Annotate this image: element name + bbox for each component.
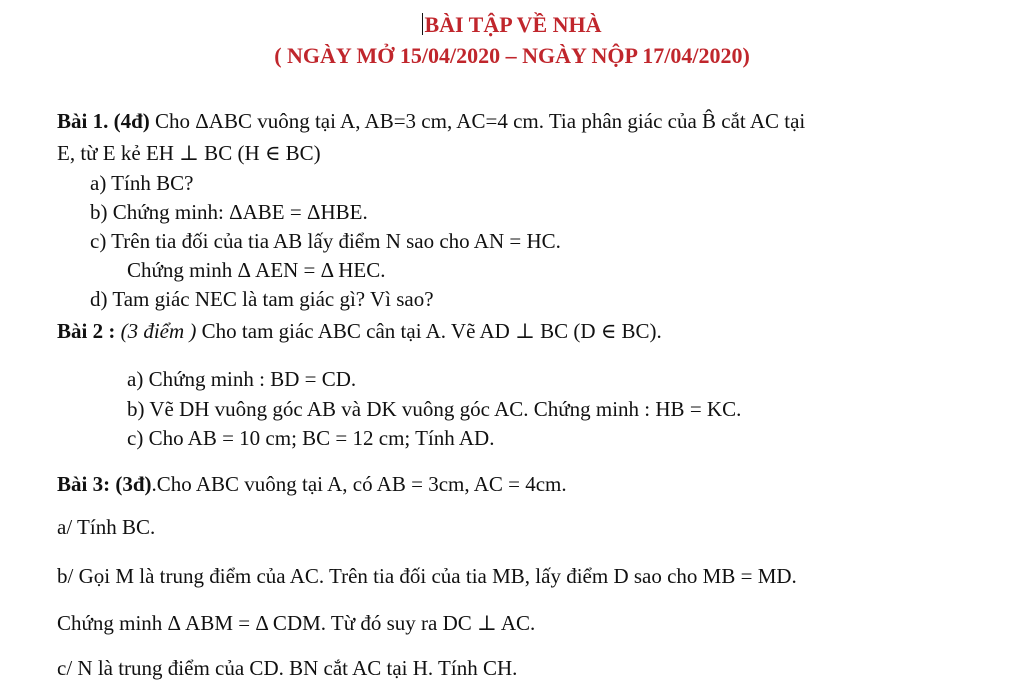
bai1-intro-line1 — [57, 108, 805, 134]
bai3-item-c: c/ N là trung điểm của CD. BN cắt AC tại H. Tính CH. — [57, 656, 518, 680]
bai3-label: Bài 3: (3đ) — [57, 472, 152, 496]
title-text: BÀI TẬP VỀ NHÀ — [424, 12, 602, 37]
bai1-item-a: a) Tính BC? — [90, 171, 194, 195]
bai3-intro-line — [57, 471, 567, 497]
date-range: ( NGÀY MỞ 15/04/2020 – NGÀY NỘP 17/04/2020) — [274, 43, 750, 68]
bai2-points: (3 điểm ) — [115, 319, 197, 343]
bai1-item-c-proof: Chứng minh Δ AEN = Δ HEC. — [127, 258, 386, 282]
bai2-label: Bài 2 : — [57, 319, 116, 343]
bai2-item-b: b) Vẽ DH vuông góc AB và DK vuông góc AC. Chứng minh : HB = KC. — [127, 397, 742, 421]
bai2-item-c: c) Cho AB = 10 cm; BC = 12 cm; Tính AD. — [127, 426, 495, 450]
page-title — [0, 12, 1024, 38]
bai1-item-c: c) Trên tia đối của tia AB lấy điểm N sao cho AN = HC. — [90, 229, 561, 253]
bai1-label: Bài 1. (4đ) — [57, 109, 150, 133]
bai2-item-a: a) Chứng minh : BD = CD. — [127, 367, 357, 391]
bai3-intro: .Cho ABC vuông tại A, có AB = 3cm, AC = 4cm. — [151, 472, 567, 496]
bai3-item-b: b/ Gọi M là trung điểm của AC. Trên tia đối của tia MB, lấy điểm D sao cho MB = MD. — [57, 564, 797, 588]
bai1-intro-line2: E, từ E kẻ EH ⊥ BC (H ∈ BC) — [57, 141, 321, 165]
bai1-intro: Cho ΔABC vuông tại A, AB=3 cm, AC=4 cm. Tia phân giác của B̂ cắt AC tại — [149, 109, 806, 133]
bai2-intro: Cho tam giác ABC cân tại A. Vẽ AD ⊥ BC (D ∈ BC). — [196, 319, 662, 343]
bai2-intro-line — [57, 318, 662, 344]
bai3-item-a: a/ Tính BC. — [57, 515, 156, 539]
bai1-item-b: b) Chứng minh: ΔABE = ΔHBE. — [90, 200, 368, 224]
bai3-item-b-proof: Chứng minh Δ ABM = Δ CDM. Từ đó suy ra DC ⊥ AC. — [57, 611, 536, 635]
bai1-item-d: d) Tam giác NEC là tam giác gì? Vì sao? — [90, 287, 434, 311]
